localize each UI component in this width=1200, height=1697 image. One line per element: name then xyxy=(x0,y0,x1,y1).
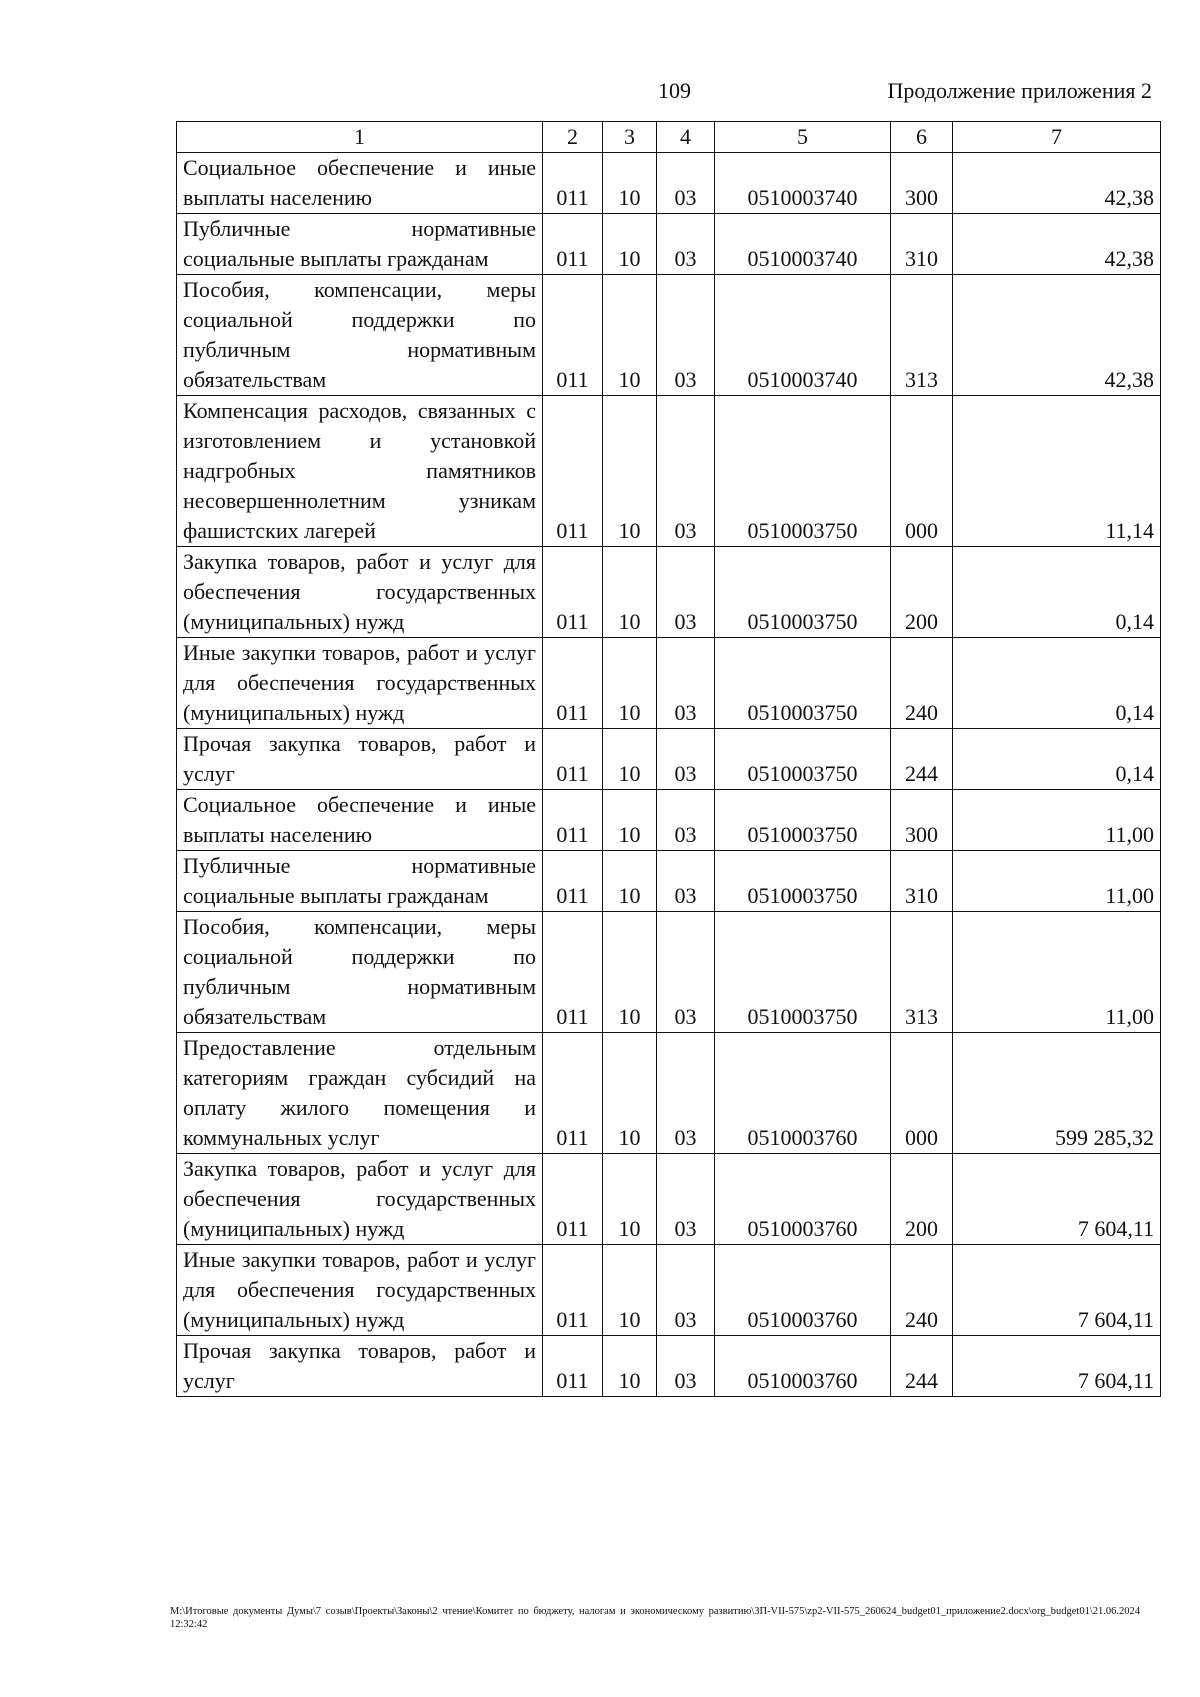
row-amount-cell: 7 604,11 xyxy=(953,1154,1161,1245)
table-row xyxy=(177,790,1161,851)
row-subsection-cell: 03 xyxy=(657,1245,715,1336)
row-name-cell: Пособия, компенсации, меры социальной поддержки по публичным нормативным обязательствам xyxy=(177,912,543,1033)
row-target-article-cell: 0510003750 xyxy=(715,851,891,912)
row-name-cell: Пособия, компенсации, меры социальной поддержки по публичным нормативным обязательствам xyxy=(177,275,543,396)
row-code-cell: 011 xyxy=(543,547,603,638)
row-subsection-cell: 03 xyxy=(657,638,715,729)
row-target-article-cell: 0510003750 xyxy=(715,790,891,851)
row-name-cell: Закупка товаров, работ и услуг для обеспечения государственных (муниципальных) нужд xyxy=(177,547,543,638)
row-code-cell: 011 xyxy=(543,790,603,851)
row-expense-type-cell: 000 xyxy=(891,1033,953,1154)
row-amount-cell: 42,38 xyxy=(953,275,1161,396)
row-section-cell: 10 xyxy=(603,1245,657,1336)
row-target-article-cell: 0510003750 xyxy=(715,396,891,547)
table-row xyxy=(177,1245,1161,1336)
row-amount-cell: 11,00 xyxy=(953,912,1161,1033)
table-row xyxy=(177,1336,1161,1397)
row-name-cell: Социальное обеспечение и иные выплаты населению xyxy=(177,790,543,851)
row-name-cell: Прочая закупка товаров, работ и услуг xyxy=(177,1336,543,1397)
row-code-cell: 011 xyxy=(543,729,603,790)
row-code-cell: 011 xyxy=(543,1033,603,1154)
row-section-cell: 10 xyxy=(603,214,657,275)
row-target-article-cell: 0510003740 xyxy=(715,153,891,214)
row-target-article-cell: 0510003760 xyxy=(715,1154,891,1245)
column-header: 2 xyxy=(543,122,603,153)
column-header: 1 xyxy=(177,122,543,153)
row-expense-type-cell: 310 xyxy=(891,214,953,275)
row-subsection-cell: 03 xyxy=(657,547,715,638)
document-file-path: М:\Итоговые документы Думы\7 созыв\Проекты\Законы\2 чтение\Комитет по бюджету, налогам и экономическому развитию\ЗП-VII-575\zp2-VII-575_260624_budget01_приложение2.docx\org_budget01\21.06.2024 12:32:42 xyxy=(170,1606,1141,1630)
budget-table xyxy=(176,121,1161,1397)
table-row xyxy=(177,214,1161,275)
column-header: 5 xyxy=(715,122,891,153)
row-name-cell: Социальное обеспечение и иные выплаты населению xyxy=(177,153,543,214)
table-row xyxy=(177,547,1161,638)
row-subsection-cell: 03 xyxy=(657,851,715,912)
row-expense-type-cell: 300 xyxy=(891,790,953,851)
row-name-cell: Публичные нормативные социальные выплаты гражданам xyxy=(177,851,543,912)
row-amount-cell: 42,38 xyxy=(953,214,1161,275)
row-expense-type-cell: 200 xyxy=(891,1154,953,1245)
row-target-article-cell: 0510003760 xyxy=(715,1336,891,1397)
row-code-cell: 011 xyxy=(543,214,603,275)
row-target-article-cell: 0510003750 xyxy=(715,547,891,638)
row-amount-cell: 11,00 xyxy=(953,790,1161,851)
appendix-continuation-label: Продолжение приложения 2 xyxy=(887,78,1152,103)
table-row xyxy=(177,851,1161,912)
row-expense-type-cell: 240 xyxy=(891,638,953,729)
row-subsection-cell: 03 xyxy=(657,396,715,547)
row-subsection-cell: 03 xyxy=(657,153,715,214)
row-amount-cell: 0,14 xyxy=(953,729,1161,790)
row-name-cell: Прочая закупка товаров, работ и услуг xyxy=(177,729,543,790)
column-header: 6 xyxy=(891,122,953,153)
table-row xyxy=(177,638,1161,729)
row-code-cell: 011 xyxy=(543,1245,603,1336)
row-amount-cell: 7 604,11 xyxy=(953,1336,1161,1397)
row-target-article-cell: 0510003750 xyxy=(715,638,891,729)
column-header: 3 xyxy=(603,122,657,153)
table-row xyxy=(177,396,1161,547)
row-subsection-cell: 03 xyxy=(657,1336,715,1397)
row-target-article-cell: 0510003760 xyxy=(715,1033,891,1154)
row-amount-cell: 0,14 xyxy=(953,638,1161,729)
row-expense-type-cell: 000 xyxy=(891,396,953,547)
row-subsection-cell: 03 xyxy=(657,729,715,790)
row-amount-cell: 11,14 xyxy=(953,396,1161,547)
row-subsection-cell: 03 xyxy=(657,1154,715,1245)
row-subsection-cell: 03 xyxy=(657,214,715,275)
row-amount-cell: 11,00 xyxy=(953,851,1161,912)
row-section-cell: 10 xyxy=(603,275,657,396)
row-section-cell: 10 xyxy=(603,729,657,790)
table-row xyxy=(177,729,1161,790)
row-section-cell: 10 xyxy=(603,153,657,214)
row-subsection-cell: 03 xyxy=(657,275,715,396)
column-header: 4 xyxy=(657,122,715,153)
row-subsection-cell: 03 xyxy=(657,1033,715,1154)
row-expense-type-cell: 313 xyxy=(891,275,953,396)
row-amount-cell: 7 604,11 xyxy=(953,1245,1161,1336)
row-section-cell: 10 xyxy=(603,638,657,729)
row-name-cell: Иные закупки товаров, работ и услуг для обеспечения государственных (муниципальных) нужд xyxy=(177,638,543,729)
row-name-cell: Компенсация расходов, связанных с изготовлением и установкой надгробных памятников несовершеннолетним узникам фашистских лагерей xyxy=(177,396,543,547)
row-section-cell: 10 xyxy=(603,396,657,547)
row-code-cell: 011 xyxy=(543,396,603,547)
row-amount-cell: 42,38 xyxy=(953,153,1161,214)
row-expense-type-cell: 310 xyxy=(891,851,953,912)
row-section-cell: 10 xyxy=(603,1336,657,1397)
row-code-cell: 011 xyxy=(543,1154,603,1245)
row-target-article-cell: 0510003760 xyxy=(715,1245,891,1336)
row-section-cell: 10 xyxy=(603,1033,657,1154)
row-section-cell: 10 xyxy=(603,851,657,912)
row-target-article-cell: 0510003750 xyxy=(715,729,891,790)
row-subsection-cell: 03 xyxy=(657,912,715,1033)
table-row xyxy=(177,153,1161,214)
row-code-cell: 011 xyxy=(543,912,603,1033)
table-row xyxy=(177,275,1161,396)
row-code-cell: 011 xyxy=(543,153,603,214)
column-header: 7 xyxy=(953,122,1161,153)
table-row xyxy=(177,1154,1161,1245)
row-name-cell: Иные закупки товаров, работ и услуг для обеспечения государственных (муниципальных) нужд xyxy=(177,1245,543,1336)
row-amount-cell: 0,14 xyxy=(953,547,1161,638)
row-expense-type-cell: 300 xyxy=(891,153,953,214)
row-subsection-cell: 03 xyxy=(657,790,715,851)
row-section-cell: 10 xyxy=(603,1154,657,1245)
row-expense-type-cell: 200 xyxy=(891,547,953,638)
table-row xyxy=(177,1033,1161,1154)
table-row xyxy=(177,912,1161,1033)
row-name-cell: Закупка товаров, работ и услуг для обеспечения государственных (муниципальных) нужд xyxy=(177,1154,543,1245)
table-body xyxy=(177,153,1161,1397)
row-code-cell: 011 xyxy=(543,275,603,396)
row-code-cell: 011 xyxy=(543,1336,603,1397)
row-code-cell: 011 xyxy=(543,638,603,729)
row-expense-type-cell: 244 xyxy=(891,729,953,790)
row-expense-type-cell: 244 xyxy=(891,1336,953,1397)
row-code-cell: 011 xyxy=(543,851,603,912)
row-target-article-cell: 0510003740 xyxy=(715,275,891,396)
row-expense-type-cell: 240 xyxy=(891,1245,953,1336)
row-name-cell: Предоставление отдельным категориям граждан субсидий на оплату жилого помещения и коммунальных услуг xyxy=(177,1033,543,1154)
row-section-cell: 10 xyxy=(603,790,657,851)
row-expense-type-cell: 313 xyxy=(891,912,953,1033)
row-section-cell: 10 xyxy=(603,912,657,1033)
row-amount-cell: 599 285,32 xyxy=(953,1033,1161,1154)
row-target-article-cell: 0510003750 xyxy=(715,912,891,1033)
row-target-article-cell: 0510003740 xyxy=(715,214,891,275)
row-section-cell: 10 xyxy=(603,547,657,638)
table-header-row xyxy=(177,122,1161,153)
page-number: 109 xyxy=(658,78,691,103)
row-name-cell: Публичные нормативные социальные выплаты гражданам xyxy=(177,214,543,275)
